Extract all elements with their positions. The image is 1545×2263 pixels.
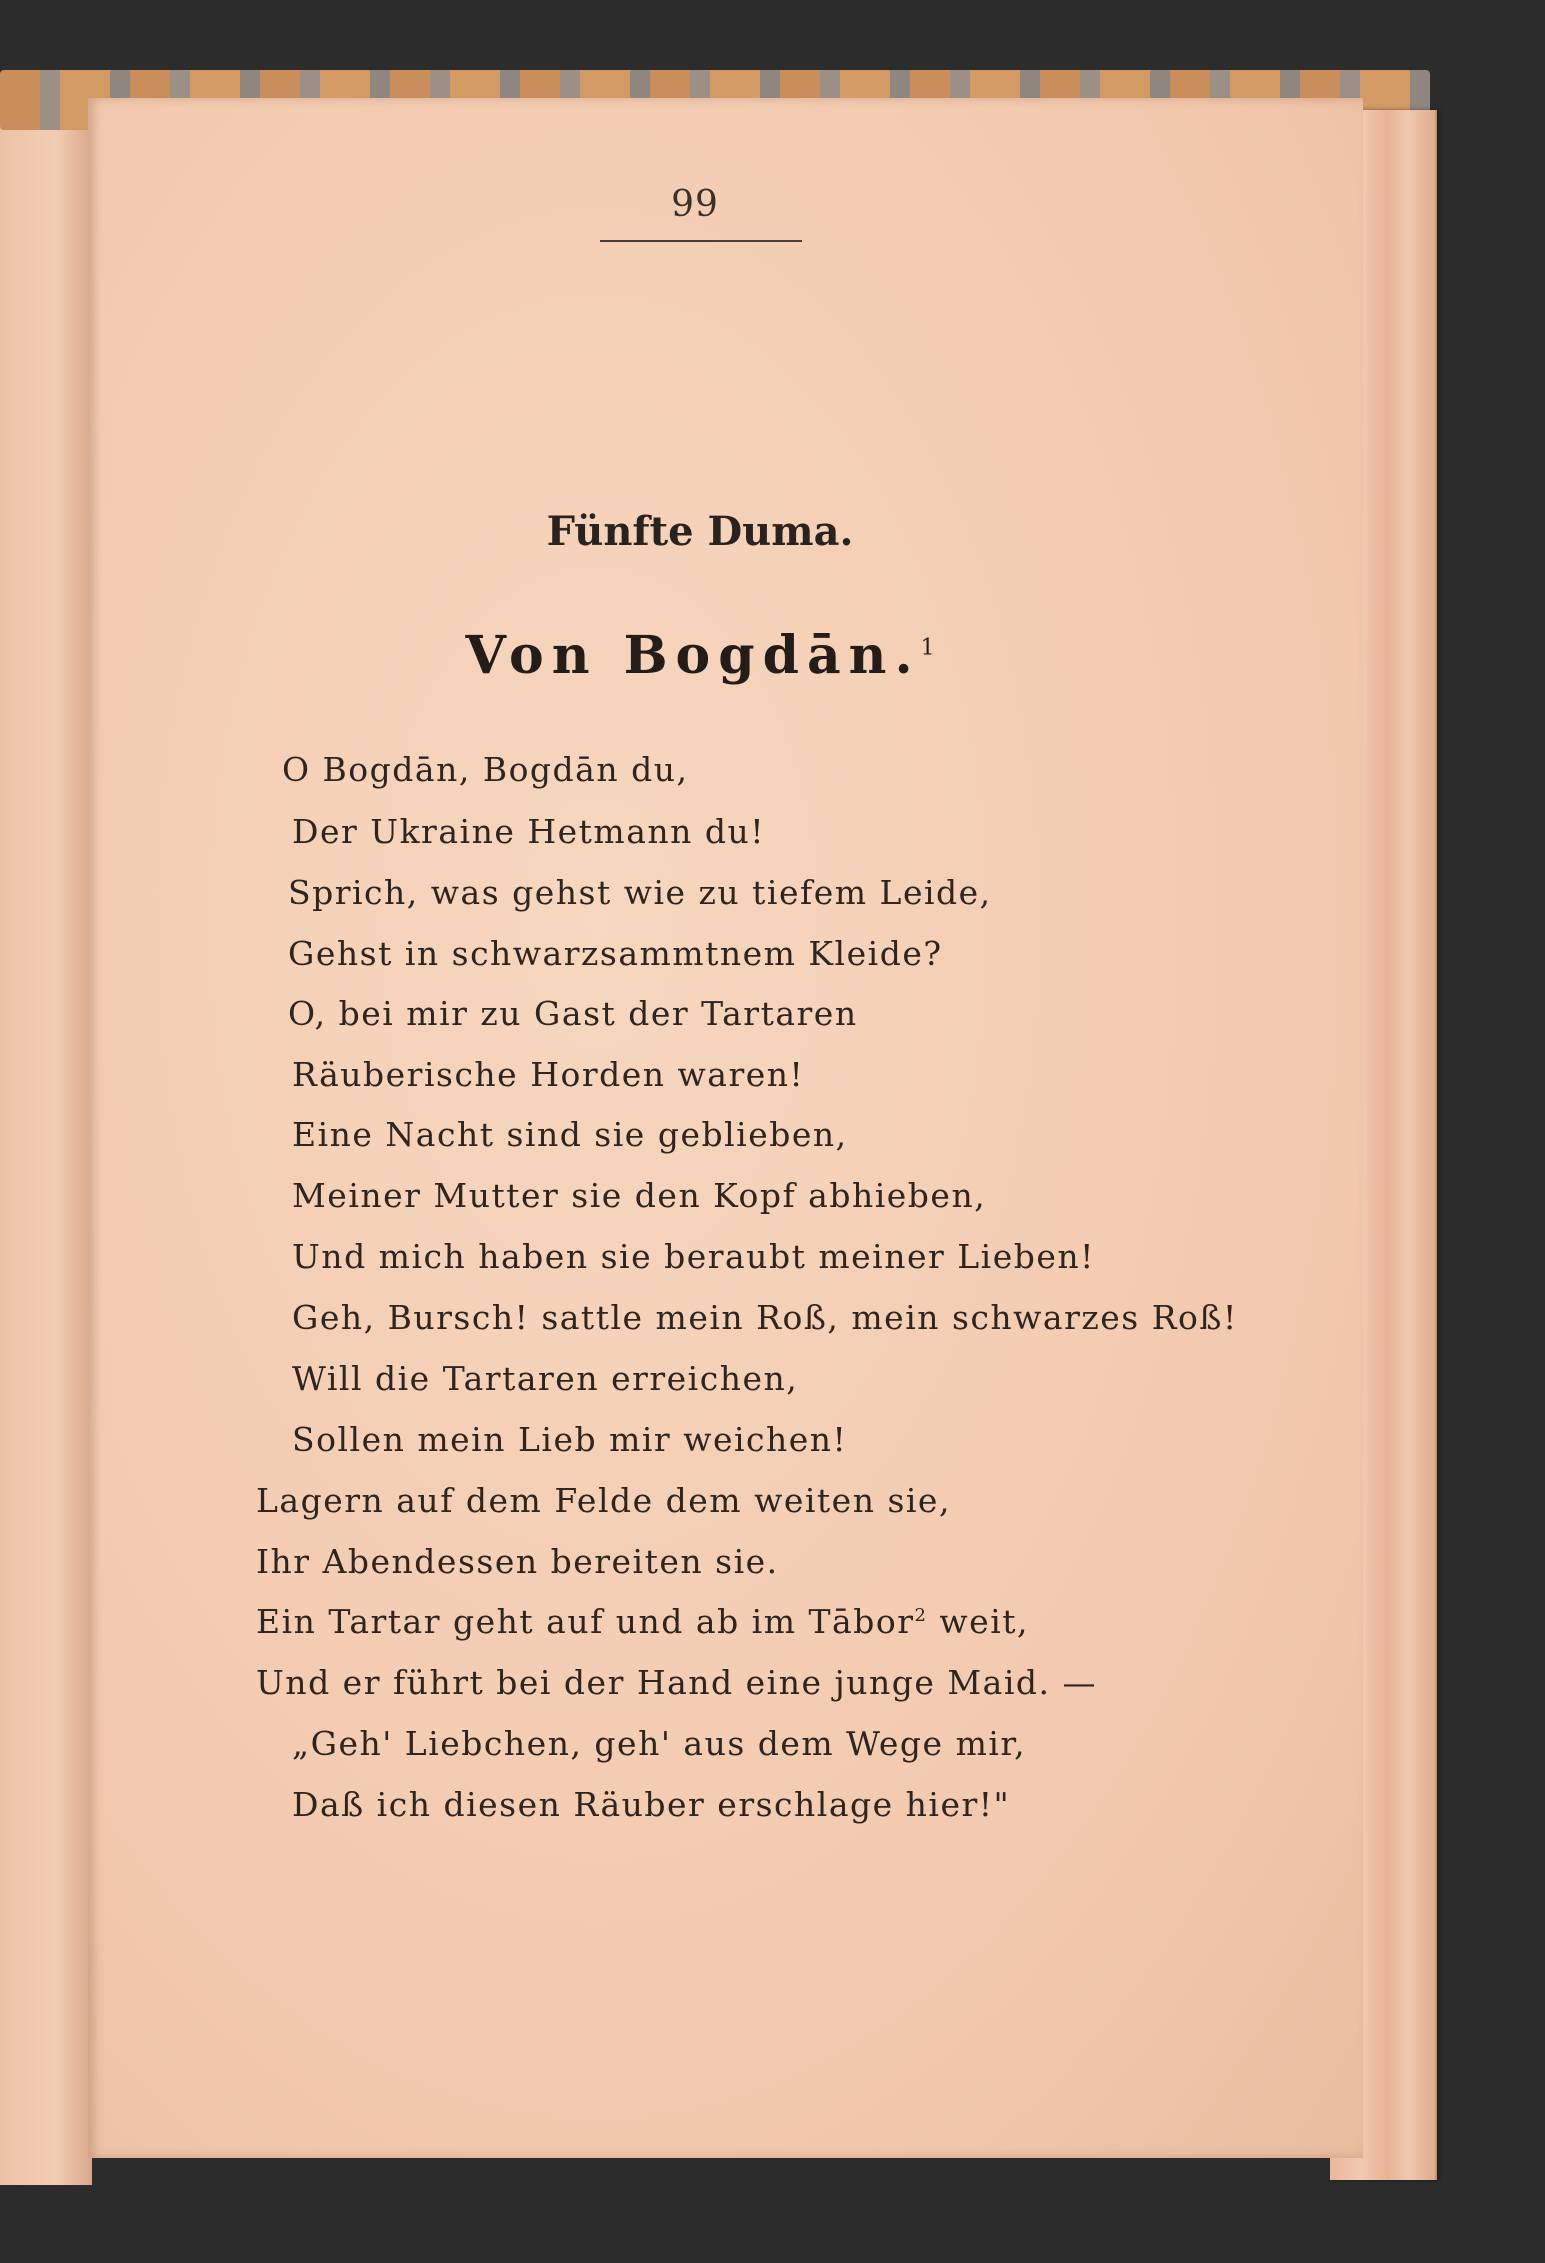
poem-line: Will die Tartaren erreichen, <box>292 1359 799 1398</box>
poem-line: Räuberische Horden waren! <box>292 1055 805 1094</box>
poem-line: Lagern auf dem Felde dem weiten sie, <box>256 1481 951 1520</box>
section-heading: Fünfte Duma. <box>546 508 854 555</box>
poem-line: Ihr Abendessen bereiten sie. <box>256 1542 779 1581</box>
poem-line: Meiner Mutter sie den Kopf abhieben, <box>292 1176 987 1215</box>
line-footnote-mark: 2 <box>914 1605 928 1626</box>
poem-line: O Bogdān, Bogdān du, <box>282 750 689 789</box>
poem-line: Und er führt bei der Hand eine junge Maid. — <box>256 1663 1098 1702</box>
poem-line: Sprich, was gehst wie zu tiefem Leide, <box>288 873 992 912</box>
poem-line: Gehst in schwarzsammtnem Kleide? <box>288 934 943 973</box>
poem-line: Geh, Bursch! sattle mein Roß, mein schwarzes Roß! <box>292 1298 1238 1337</box>
poem-line: Der Ukraine Hetmann du! <box>292 812 766 851</box>
header-rule <box>600 240 802 242</box>
poem-line: Daß ich diesen Räuber erschlage hier!" <box>292 1785 1011 1824</box>
poem-line: O, bei mir zu Gast der Tartaren <box>288 994 858 1033</box>
poem-line-text: Ein Tartar geht auf und ab im Tābor <box>256 1602 915 1641</box>
poem-line: Sollen mein Lieb mir weichen! <box>292 1420 848 1459</box>
page-number: 99 <box>671 184 719 225</box>
poem-line: „Geh' Liebchen, geh' aus dem Wege mir, <box>292 1724 1027 1763</box>
facing-page-edge <box>0 115 92 2185</box>
poem-line: Eine Nacht sind sie geblieben, <box>292 1115 848 1154</box>
poem-line-end: weit, <box>927 1602 1030 1641</box>
poem-title <box>440 625 960 686</box>
title-footnote-mark: 1 <box>920 635 935 661</box>
poem-line <box>256 1602 1029 1641</box>
poem-title-text: Von Bogdān. <box>465 625 921 686</box>
poem-line: Und mich haben sie beraubt meiner Lieben! <box>292 1237 1095 1276</box>
